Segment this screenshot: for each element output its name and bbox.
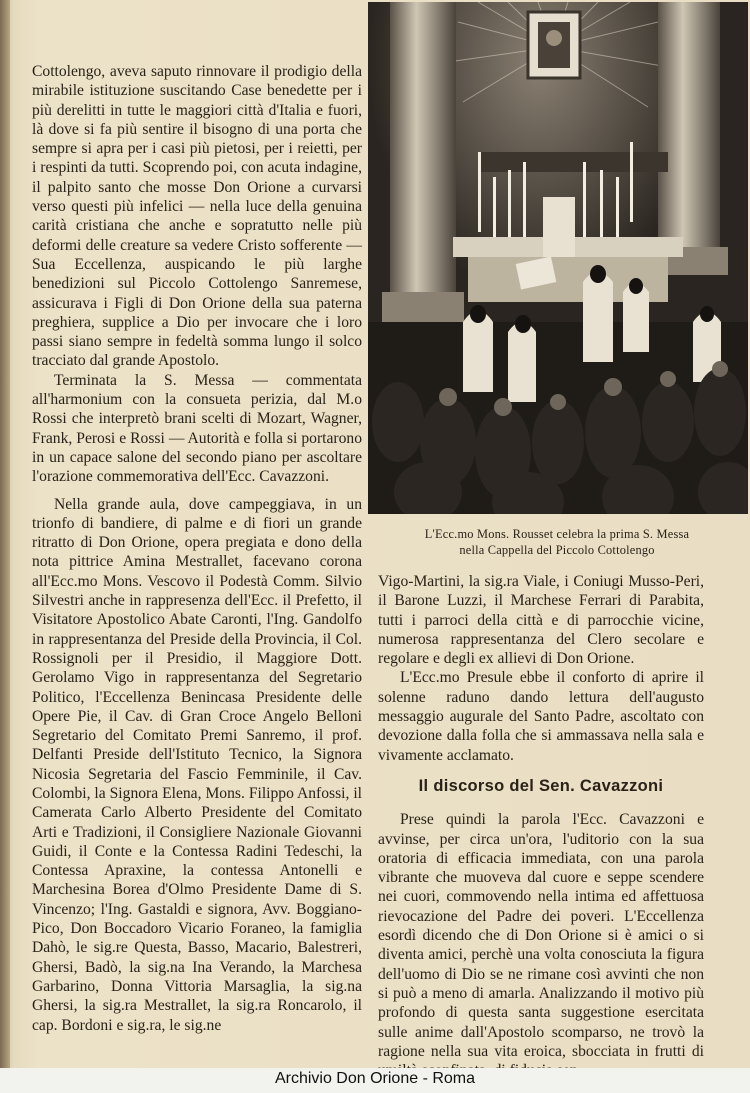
chapel-mass-photo (368, 2, 748, 514)
archive-label: Archivio Don Orione - Roma (274, 1070, 476, 1087)
left-text-column (32, 62, 362, 1035)
body-paragraph: Nella grande aula, dove campeggiava, in un trionfo di bandiere, di palme e di fiori un grande ritratto di Don Orione, opera pregiata e dono della nota pittrice Amina Mestrallet, facevano corona all'Ecc.mo Mons. Vescovo il Podestà Comm. Silvio Silvestri anche in rappresenza dell'Ecc. il Prefetto, il Visitatore Apostolico Abate Caronti, l'Ing. Gandolfo in rappresentanza del Preside della Provincia, il Col. Rossignoli per il Presidio, il Maggiore Dott. Gerolamo Vigo in rappresentanza del Segretario Politico, l'Eccellenza Benincasa Presidente delle Opere Pie, il Cav. di Gran Croce Angelo Belloni Segretario del Comitato Premi Sanremo, il prof. Delfanti Preside dell'Istituto Tecnico, la Signora Nicosia Segretaria del Fascio Femminile, il Cav. Colombi, la Signora Elena, Mons. Filippo Anfossi, il Camerata Carlo Alberto Presidente del Comitato Arti e Tradizioni, il Consigliere Nazionale Giovanni Guidi, il Conte e la Contessa Radini Tedeschi, la Contessa Apraxine, la contessa Antonelli e Marchesina Borea d'Olmo Presidente Dame di S. Vincenzo; l'Ing. Gastaldi e signora, Avv. Boggiano-Pico, Don Boccadoro Vicario Foraneo, la famiglia Dahò, le sig.re Questa, Basso, Macario, Balestreri, Ghersi, Badò, la sig.na Ina Verando, la Marchesa Garbarino, Donna Vittoria Marsaglia, la sig.na Ghersi, la sig.ra Mestrallet, la sig.ra Roncarolo, il cap. Bordoni e sig.ra, le sig.ne (32, 495, 362, 1034)
caption-line: L'Ecc.mo Mons. Rousset celebra la prima S. Messa (424, 527, 690, 541)
section-heading: Il discorso del Sen. Cavazzoni (418, 776, 664, 795)
body-paragraph: Vigo-Martini, la sig.ra Viale, i Coniugi Musso-Peri, il Barone Luzzi, il Marchese Ferrari di Parabita, tutti i parroci della città e di parrocchie vicine, numerosa rappresentanza del Clero secolare e regolare e degli ex allievi di Don Orione. (378, 573, 704, 668)
body-paragraph: Terminata la S. Messa — commentata all'harmonium con la consueta perizia, dal M.o Rossi che interpretò brani scelti di Mozart, Wagner, Frank, Perosi e Rossi — Autorità e folla si portarono in un capace salone del secondo piano per ascoltare l'orazione commemorativa dell'Ecc. Cavazzoni. (32, 371, 362, 486)
body-paragraph: L'Ecc.mo Presule ebbe il conforto di aprire il solenne raduno dando lettura dell'augusto messaggio augurale del Santo Padre, ascoltato con devozione dalla folla che si ammassava nella sala e vivamente acclamato. (378, 669, 704, 764)
photo-caption (372, 526, 742, 558)
body-paragraph: Prese quindi la parola l'Ecc. Cavazzoni e avvinse, per circa un'ora, l'uditorio con la sua oratoria di efficacia immediata, con una parola vibrante che muoveva dal cuore e seppe scendere nei cuori, commovendo nella intima ed affettuosa rievocazione del Padre dei poveri. L'Eccellenza esordì dicendo che di Don Orione si è amici o si diventa amici, perchè una volta conosciuta la figura dell'uomo di Dio se ne rimane così avvinti che non si può a meno di amarla. Analizzando il motivo più profondo di questa santa suggestione esercitata sulle anime dall'Apostolo scomparso, ne trovò la ragione nella sua vita eroica, sbocciata in frutti di (378, 811, 704, 1060)
right-text-column (378, 572, 704, 1080)
body-paragraph: Cottolengo, aveva saputo rinnovare il prodigio della mirabile istituzione suscitando Case benedette per i più derelitti in tutte le maggiori città d'Italia e fuori, là dove si fa più sentire il bisogno di una porta che sempre si apra per i casi più pietosi, per i reietti, per i respinti da tutti. Scoprendo poi, con acuta indagine, il palpito santo che mosse Don Orione a curvarsi verso questi più infelici — nella luce della genuina carità cristiana che anche e sopratutto nelle più deformi delle creature sa vedere Cristo sofferente — Sua Eccellenza, auspicando le più larghe benedizioni sul Piccolo Cottolengo Sanremese, assicurava i Figli di Don Orione della sua paterna preghiera, supplice a Dio per invocare che i loro passi siano sempre in fedeltà somma lungo il solco tracciato dal grande Apostolo. (32, 63, 362, 370)
page-binding-edge (0, 0, 10, 1093)
caption-line: nella Cappella del Piccolo Cottolengo (459, 543, 655, 557)
